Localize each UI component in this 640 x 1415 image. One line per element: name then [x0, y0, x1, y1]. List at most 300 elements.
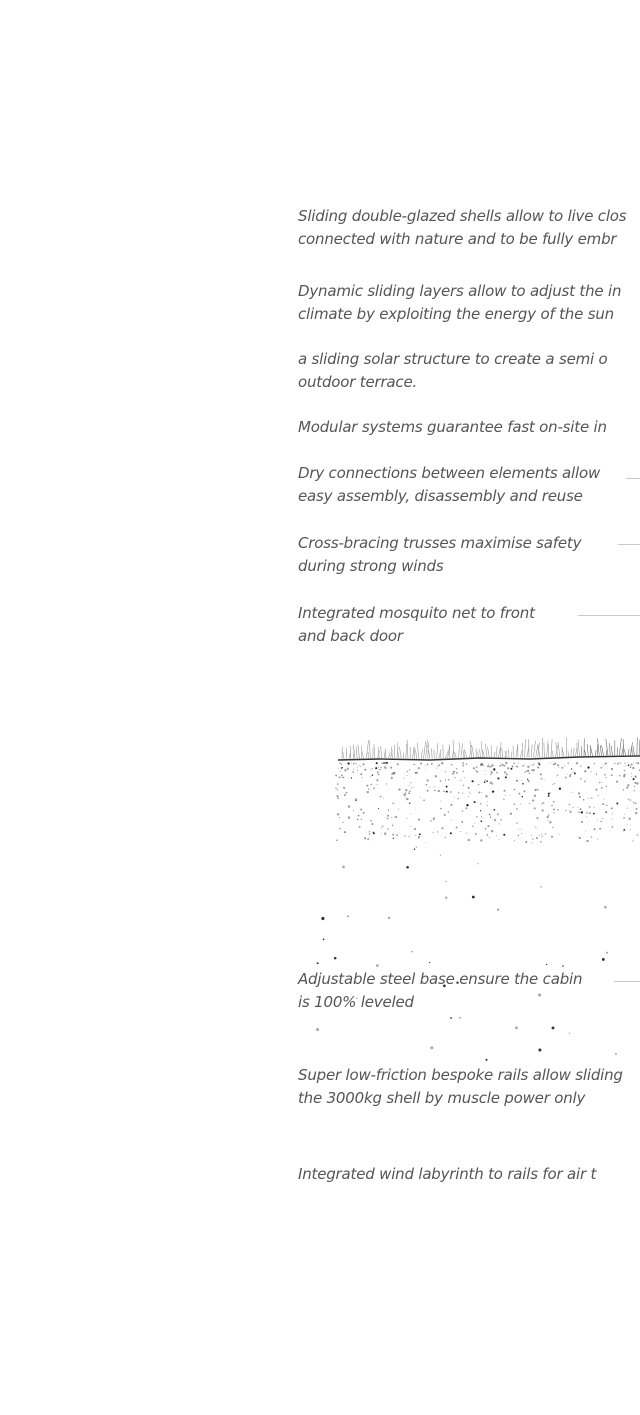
soil-speck: [472, 780, 474, 782]
soil-speck: [372, 775, 373, 776]
soil-speck: [485, 770, 486, 771]
soil-speck: [445, 780, 446, 781]
soil-speck: [544, 779, 545, 780]
grass-blade: [426, 740, 428, 759]
soil-speck: [571, 792, 572, 793]
soil-speck: [380, 767, 381, 768]
soil-speck: [636, 808, 638, 810]
soil-speck: [606, 763, 607, 764]
soil-speck: [593, 813, 595, 815]
soil-speck: [557, 764, 559, 766]
annotation-mosquito-net: [298, 602, 535, 648]
soil-speck: [342, 866, 345, 869]
soil-speck: [406, 818, 407, 819]
grass-blade: [421, 749, 422, 759]
soil-speck: [576, 763, 577, 764]
soil-speck: [552, 784, 553, 785]
soil-speck: [580, 778, 581, 779]
soil-speck: [431, 763, 433, 765]
soil-speck: [532, 800, 534, 802]
soil-speck: [486, 780, 488, 782]
grass-blade: [434, 750, 435, 759]
soil-speck: [531, 769, 533, 771]
soil-speck: [347, 768, 349, 770]
soil-speck: [443, 790, 445, 792]
grass-blade: [452, 751, 454, 759]
soil-speck: [446, 786, 448, 788]
soil-speck: [413, 787, 414, 788]
soil-speck: [450, 832, 452, 834]
soil-speck: [551, 836, 553, 838]
soil-speck: [388, 810, 389, 811]
soil-speck: [518, 835, 519, 836]
soil-speck: [611, 807, 613, 809]
soil-speck: [496, 772, 498, 774]
grass-blade: [508, 749, 509, 758]
soil-speck: [357, 767, 358, 768]
soil-speck: [602, 818, 603, 819]
soil-speck: [474, 801, 476, 803]
annotation-line: Dry connections between elements allow: [298, 464, 601, 482]
grass-blade: [416, 749, 417, 759]
soil-speck: [548, 793, 550, 795]
soil-speck: [491, 830, 493, 832]
soil-speck: [623, 789, 625, 791]
soil-speck: [612, 813, 613, 814]
soil-speck: [491, 771, 492, 772]
soil-speck: [596, 774, 597, 775]
grass-blade: [553, 751, 554, 758]
soil-speck: [631, 763, 633, 765]
soil-speck: [368, 788, 369, 789]
soil-speck: [491, 771, 493, 773]
soil-speck: [540, 841, 542, 843]
soil-speck: [624, 814, 625, 815]
soil-speck: [510, 795, 511, 796]
grass-blade: [394, 745, 395, 759]
soil-speck: [476, 766, 478, 768]
soil-speck: [556, 775, 557, 776]
soil-speck: [507, 767, 509, 769]
soil-speck: [409, 790, 411, 792]
annotation-line: Adjustable steel base ensure the cabin: [298, 970, 583, 988]
soil-speck: [634, 782, 636, 784]
grass-blade: [448, 746, 450, 758]
grass-blade: [417, 743, 419, 759]
soil-speck: [579, 796, 581, 798]
soil-speck: [407, 775, 408, 776]
soil-speck: [419, 796, 420, 797]
soil-speck: [557, 809, 559, 811]
soil-speck: [624, 762, 625, 763]
soil-speck: [529, 803, 530, 804]
annotation-dry-connections: [298, 462, 600, 508]
soil-speck: [548, 795, 550, 797]
soil-speck: [548, 820, 549, 821]
soil-speck: [490, 774, 491, 775]
soil-speck: [538, 762, 540, 764]
soil-speck: [512, 765, 513, 766]
soil-speck: [468, 839, 470, 841]
soil-speck: [341, 767, 342, 768]
soil-speck: [344, 794, 346, 796]
grass-blade: [520, 750, 522, 758]
annotation-steel-base: [298, 968, 582, 1014]
soil-speck: [623, 817, 625, 819]
soil-speck: [594, 763, 595, 764]
soil-speck: [564, 765, 565, 766]
grass-blade: [602, 745, 604, 757]
soil-speck: [567, 774, 568, 775]
soil-speck: [518, 793, 520, 795]
soil-speck: [375, 767, 377, 769]
soil-speck: [626, 787, 628, 789]
soil-speck: [435, 790, 436, 791]
soil-speck: [454, 777, 455, 778]
soil-speck: [382, 826, 384, 828]
soil-speck: [386, 783, 387, 784]
soil-speck: [497, 813, 499, 815]
soil-speck: [611, 774, 613, 776]
soil-speck: [480, 803, 482, 805]
soil-speck: [445, 881, 447, 883]
soil-speck: [522, 783, 524, 785]
soil-speck: [415, 809, 416, 810]
soil-speck: [634, 776, 636, 778]
soil-speck: [553, 764, 554, 765]
soil-speck: [357, 819, 358, 820]
soil-speck: [625, 765, 626, 766]
leader-line: [614, 981, 640, 982]
soil-speck: [423, 799, 425, 801]
soil-speck: [586, 841, 587, 842]
soil-speck: [377, 784, 378, 785]
soil-speck: [534, 763, 535, 764]
grass-blade: [480, 749, 481, 758]
soil-speck: [387, 815, 389, 817]
grass-blade: [619, 738, 621, 756]
grass-blade: [432, 748, 433, 759]
soil-speck: [635, 812, 637, 814]
soil-speck: [460, 831, 461, 832]
soil-speck: [353, 810, 354, 811]
soil-speck: [387, 818, 389, 820]
soil-speck: [339, 776, 341, 778]
soil-speck: [404, 835, 405, 836]
grass-blade: [399, 747, 401, 759]
soil-speck: [578, 792, 580, 794]
soil-speck: [406, 798, 408, 800]
grass-blade: [406, 744, 407, 760]
soil-speck: [499, 765, 501, 767]
soil-speck: [636, 762, 637, 763]
soil-speck: [398, 788, 400, 790]
annotation-modular-systems: [298, 416, 607, 439]
soil-speck: [317, 962, 319, 964]
soil-speck: [461, 821, 463, 823]
soil-speck: [378, 808, 379, 809]
soil-speck: [569, 775, 571, 777]
soil-speck: [411, 951, 413, 953]
grass-blade: [453, 740, 454, 759]
soil-speck: [429, 962, 430, 963]
soil-speck: [485, 780, 486, 781]
soil-speck: [380, 796, 382, 798]
soil-speck: [342, 822, 343, 823]
soil-speck: [603, 799, 604, 800]
soil-speck: [403, 794, 405, 796]
soil-speck: [343, 787, 345, 789]
soil-speck: [545, 833, 546, 834]
soil-speck: [465, 807, 467, 809]
annotation-sliding-shells: [298, 205, 626, 251]
soil-speck: [360, 808, 362, 810]
grass-blade: [531, 745, 532, 758]
soil-speck: [379, 769, 381, 771]
soil-speck: [537, 766, 539, 768]
soil-speck: [627, 808, 628, 809]
soil-speck: [440, 854, 441, 855]
leader-line: [578, 615, 640, 616]
annotation-cross-bracing: [298, 532, 581, 578]
soil-speck: [535, 827, 536, 828]
soil-speck: [464, 777, 465, 778]
grass-blade: [533, 741, 535, 758]
soil-speck: [611, 819, 612, 820]
soil-speck: [398, 809, 399, 810]
grass-blade: [385, 749, 386, 760]
soil-speck: [565, 810, 566, 811]
soil-speck: [541, 778, 543, 780]
soil-speck: [533, 764, 535, 766]
soil-speck: [434, 790, 435, 791]
soil-speck: [451, 820, 452, 821]
soil-speck: [505, 795, 506, 796]
soil-speck: [629, 818, 631, 820]
soil-speck: [430, 820, 432, 822]
soil-speck: [630, 825, 631, 826]
soil-speck: [516, 808, 518, 810]
soil-speck: [418, 819, 420, 821]
soil-speck: [635, 802, 637, 804]
soil-speck: [550, 792, 551, 793]
soil-speck: [569, 804, 571, 806]
leader-line: [618, 544, 640, 545]
soil-speck: [539, 835, 540, 836]
soil-speck: [538, 1049, 541, 1052]
soil-speck: [627, 784, 629, 786]
soil-speck: [478, 784, 479, 785]
soil-speck: [351, 777, 352, 778]
soil-speck: [360, 766, 361, 767]
soil-speck: [611, 768, 613, 770]
soil-speck: [591, 797, 593, 799]
soil-speck: [510, 813, 512, 815]
soil-speck: [334, 957, 337, 960]
soil-speck: [370, 770, 371, 771]
soil-speck: [553, 812, 554, 813]
soil-speck: [605, 811, 606, 812]
soil-speck: [410, 782, 411, 783]
soil-speck: [484, 774, 485, 775]
soil-speck: [383, 798, 384, 799]
soil-speck: [418, 767, 420, 769]
soil-speck: [381, 833, 382, 834]
soil-speck: [506, 773, 508, 775]
soil-speck: [316, 1028, 319, 1031]
soil-speck: [586, 812, 588, 814]
soil-speck: [408, 785, 409, 786]
soil-speck: [499, 839, 500, 840]
soil-speck: [553, 809, 555, 811]
soil-speck: [514, 840, 515, 841]
soil-speck: [450, 791, 452, 793]
soil-speck: [480, 839, 482, 841]
grass-blade: [632, 747, 633, 757]
soil-speck: [477, 863, 478, 864]
soil-speck: [353, 763, 355, 765]
soil-speck: [522, 796, 523, 797]
soil-speck: [531, 765, 532, 766]
soil-speck: [355, 763, 356, 764]
soil-speck: [336, 795, 338, 797]
annotation-line: connected with nature and to be fully embr: [298, 230, 617, 248]
grass-blade: [628, 749, 629, 757]
soil-speck: [519, 829, 520, 830]
grass-blade: [437, 743, 438, 759]
soil-speck: [353, 771, 355, 773]
soil-speck: [411, 788, 412, 789]
soil-speck: [636, 782, 638, 784]
soil-speck: [394, 816, 396, 818]
grass-blade: [498, 747, 500, 758]
soil-speck: [571, 768, 572, 769]
soil-speck: [472, 896, 475, 899]
soil-speck: [482, 762, 483, 763]
soil-speck: [367, 838, 369, 840]
annotation-line: during strong winds: [298, 557, 444, 575]
annotation-line: the 3000kg shell by muscle power only: [298, 1089, 586, 1107]
soil-speck: [478, 792, 480, 794]
grass-blade: [343, 752, 344, 760]
soil-speck: [440, 808, 442, 810]
soil-speck: [440, 801, 441, 802]
soil-speck: [397, 763, 399, 765]
soil-speck: [480, 820, 482, 822]
soil-speck: [637, 762, 639, 764]
soil-speck: [605, 777, 606, 778]
soil-speck: [504, 765, 506, 767]
soil-speck: [541, 834, 542, 835]
soil-speck: [368, 831, 369, 832]
soil-speck: [524, 771, 526, 773]
soil-speck: [445, 837, 446, 838]
soil-speck: [589, 812, 591, 814]
soil-speck: [527, 779, 528, 780]
grass-blade: [578, 740, 580, 758]
soil-speck: [531, 835, 532, 836]
soil-speck: [419, 833, 421, 835]
soil-speck: [604, 774, 606, 776]
soil-speck: [628, 764, 630, 766]
soil-speck: [369, 833, 371, 835]
soil-speck: [425, 842, 426, 843]
annotation-dynamic-layers: [298, 280, 621, 326]
soil-speck: [362, 763, 364, 765]
soil-speck: [497, 777, 499, 779]
soil-speck: [548, 814, 550, 816]
grass-blade: [568, 751, 569, 758]
soil-speck: [413, 765, 414, 766]
soil-speck: [540, 773, 542, 775]
soil-speck: [487, 805, 488, 806]
soil-speck: [338, 768, 339, 769]
soil-speck: [518, 762, 519, 763]
soil-speck: [487, 765, 489, 767]
soil-speck: [363, 812, 365, 814]
soil-speck: [348, 816, 350, 818]
soil-speck: [392, 825, 394, 827]
soil-speck: [534, 795, 536, 797]
grass-blade: [624, 749, 625, 756]
annotation-line: Integrated wind labyrinth to rails for air t: [298, 1165, 597, 1183]
soil-speck: [547, 816, 549, 818]
soil-speck: [381, 763, 383, 765]
soil-speck: [452, 773, 454, 775]
soil-speck: [427, 779, 429, 781]
soil-speck: [406, 866, 409, 869]
grass-blade: [609, 743, 610, 757]
soil-speck: [474, 823, 475, 824]
soil-speck: [370, 820, 372, 822]
soil-speck: [456, 772, 458, 774]
grass-blade: [513, 746, 514, 758]
soil-speck: [601, 787, 603, 789]
grass-blade: [407, 740, 408, 759]
soil-speck: [410, 826, 411, 827]
soil-speck: [552, 827, 553, 828]
soil-speck: [630, 766, 632, 768]
soil-speck: [492, 790, 494, 792]
grass-blade: [388, 752, 390, 759]
soil-speck: [487, 825, 489, 827]
soil-speck: [490, 782, 492, 784]
soil-speck: [532, 838, 533, 839]
annotation-line: Integrated mosquito net to front: [298, 604, 535, 622]
soil-speck: [437, 831, 438, 832]
soil-speck: [425, 784, 427, 786]
grass-blade: [398, 751, 399, 759]
soil-speck: [580, 808, 582, 810]
annotation-wind-labyrinth: [298, 1163, 596, 1186]
soil-speck: [384, 833, 386, 835]
soil-speck: [577, 811, 578, 812]
soil-speck: [619, 762, 620, 763]
soil-speck: [336, 839, 338, 841]
soil-speck: [558, 767, 559, 768]
annotation-line: Super low-friction bespoke rails allow sliding: [298, 1066, 623, 1084]
grass-blade: [525, 739, 526, 758]
soil-speck: [339, 763, 340, 764]
soil-speck: [414, 828, 416, 830]
soil-speck: [391, 773, 393, 775]
soil-speck: [599, 828, 601, 830]
soil-speck: [445, 771, 446, 772]
soil-speck: [359, 826, 361, 828]
grass-blade: [500, 742, 501, 758]
soil-speck: [462, 810, 463, 811]
soil-speck: [606, 952, 608, 954]
